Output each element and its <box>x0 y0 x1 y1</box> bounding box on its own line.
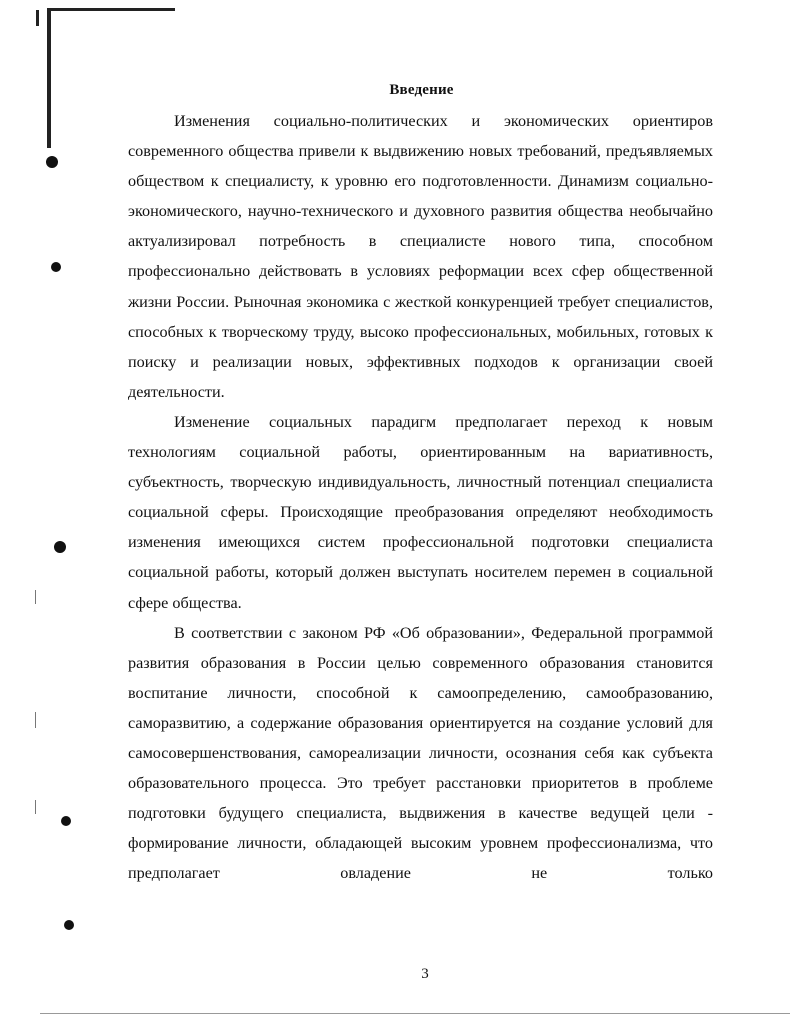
body-text <box>128 106 713 888</box>
punch-hole <box>64 920 74 930</box>
punch-hole <box>46 156 58 168</box>
paragraph-2: Изменение социальных парадигм предполагает переход к новым технологиям социальной работы, ориентированным на вариативность, субъектность, творческую индивидуальность, личностный потенциал специалиста социальной сферы. Происходящие преобразования определяют необходимость изменения имеющихся систем профессиональной подготовки специалиста социальной работы, который должен выступать носителем перемен в социальной сфере общества. <box>128 412 713 612</box>
scan-margin-tick <box>35 712 36 728</box>
punch-hole <box>51 262 61 272</box>
page-number: 3 <box>421 966 429 982</box>
scan-bottom-edge <box>40 1013 790 1014</box>
scan-corner-mark <box>36 10 39 26</box>
section-heading: Введение <box>389 82 454 98</box>
scan-top-edge <box>50 8 175 11</box>
punch-hole <box>61 816 71 826</box>
punch-hole <box>54 541 66 553</box>
scan-left-edge <box>47 8 51 148</box>
scan-margin-tick <box>35 590 36 604</box>
scan-margin-tick <box>35 800 36 814</box>
paragraph-1: Изменения социально-политических и экономических ориентиров современного общества привели к выдвижению новых требований, предъявляемых обществом к специалисту, к уровню его подготовленности. Динамизм социально-экономического, научно-технического и духовного развития общества необычайно актуализировал потребность в специалисте нового типа, способном профессионально действовать в условиях реформации всех сфер общественной жизни России. Рыночная экономика с жесткой конкуренцией требует специалистов, способных к творческому труду, высоко профессиональных, мобильных, готовых к поиску и реализации новых, эффективных подходов к организации своей деятельности. <box>128 112 713 401</box>
paragraph-3: В соответствии с законом РФ «Об образовании», Федеральной программой развития образования в России целью современного образования становится воспитание личности, способной к самоопределению, самообразованию, саморазвитию, а содержание образования ориентируется на создание условий для самосовершенствования, самореализации личности, осознания себя как субъекта образовательного процесса. Это требует расстановки приоритетов в проблеме подготовки будущего специалиста, выдвижения в качестве ведущей цели - формирование личности, обладающей высоким уровнем профессионализма, что предполагает овладение не только <box>128 623 713 883</box>
